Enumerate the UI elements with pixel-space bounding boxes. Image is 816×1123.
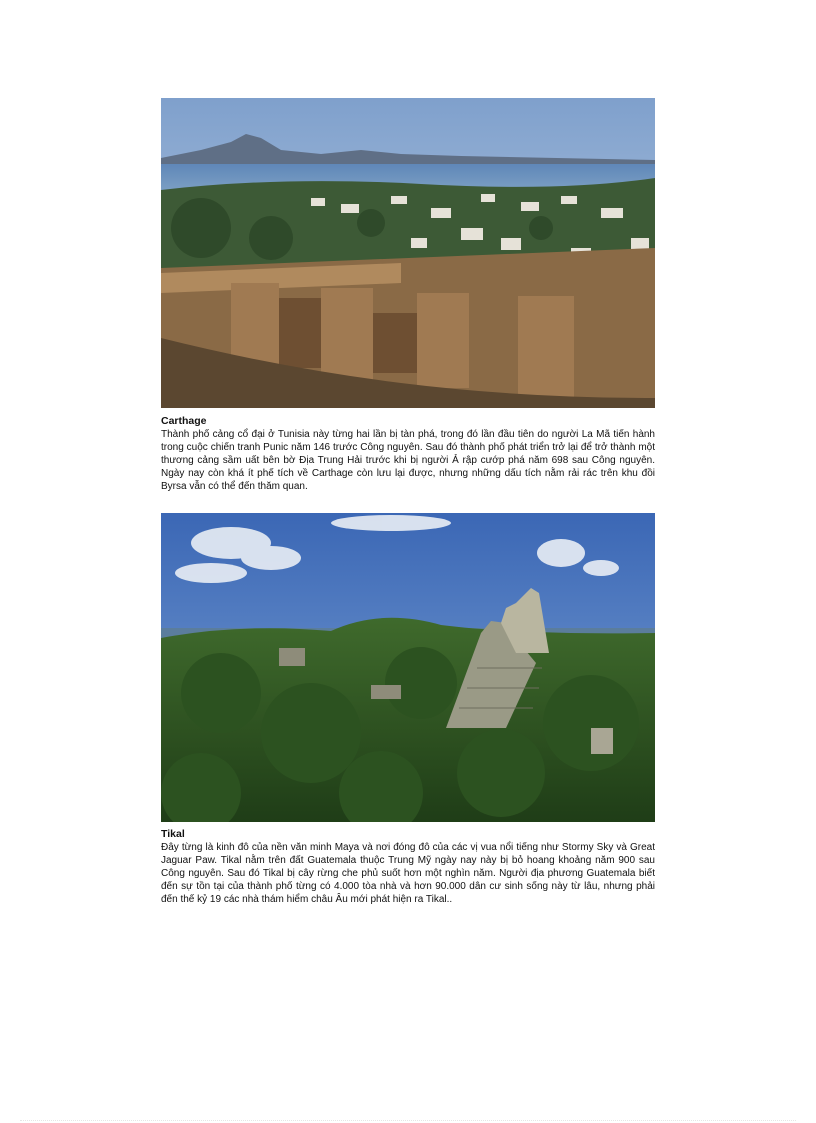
tikal-description: Đây từng là kinh đô của nền văn minh Maya và nơi đóng đô của các vị vua nổi tiếng như Stormy Sky và Great Jaguar Paw. Tikal nằm trên đất Guatemala thuộc Trung Mỹ ngày nay này bị bỏ hoang khoảng năm 900 sau Công nguyên. Sau đó Tikal bị cây rừng che phủ suốt hơn một nghìn năm. Người địa phương Guatemala biết đến sự tồn tại của thành phố từng có 4.000 tòa nhà và hơn 90.000 dân cư sinh sống này từ lâu, nhưng phải đến thế kỷ 19 các nhà thám hiểm châu Âu mới phát hiện ra Tikal.. [161, 842, 655, 905]
carthage-description: Thành phố cảng cổ đại ở Tunisia này từng hai lần bị tàn phá, trong đó lần đầu tiên do người La Mã tiến hành trong cuộc chiến tranh Punic năm 146 trước Công nguyên. Sau đó thành phố phát triển trở lại để trở thành một thương cảng sầm uất bên bờ Địa Trung Hải trước khi bị người Ả rập cướp phá năm 698 sau Công nguyên. Ngày nay còn khá ít phế tích về Carthage còn lưu lại được, nhưng những dấu tích nằm rải rác trên khu đồi Byrsa vẫn có thể đến thăm quan. [161, 429, 655, 492]
carthage-photo [161, 98, 655, 408]
page-bottom-border [20, 1120, 796, 1121]
tikal-section [161, 828, 655, 906]
tikal-illustration [161, 513, 655, 822]
carthage-section [161, 415, 655, 493]
carthage-illustration [161, 98, 655, 408]
tikal-photo [161, 513, 655, 822]
tikal-title: Tikal [161, 828, 185, 840]
carthage-title: Carthage [161, 415, 207, 427]
